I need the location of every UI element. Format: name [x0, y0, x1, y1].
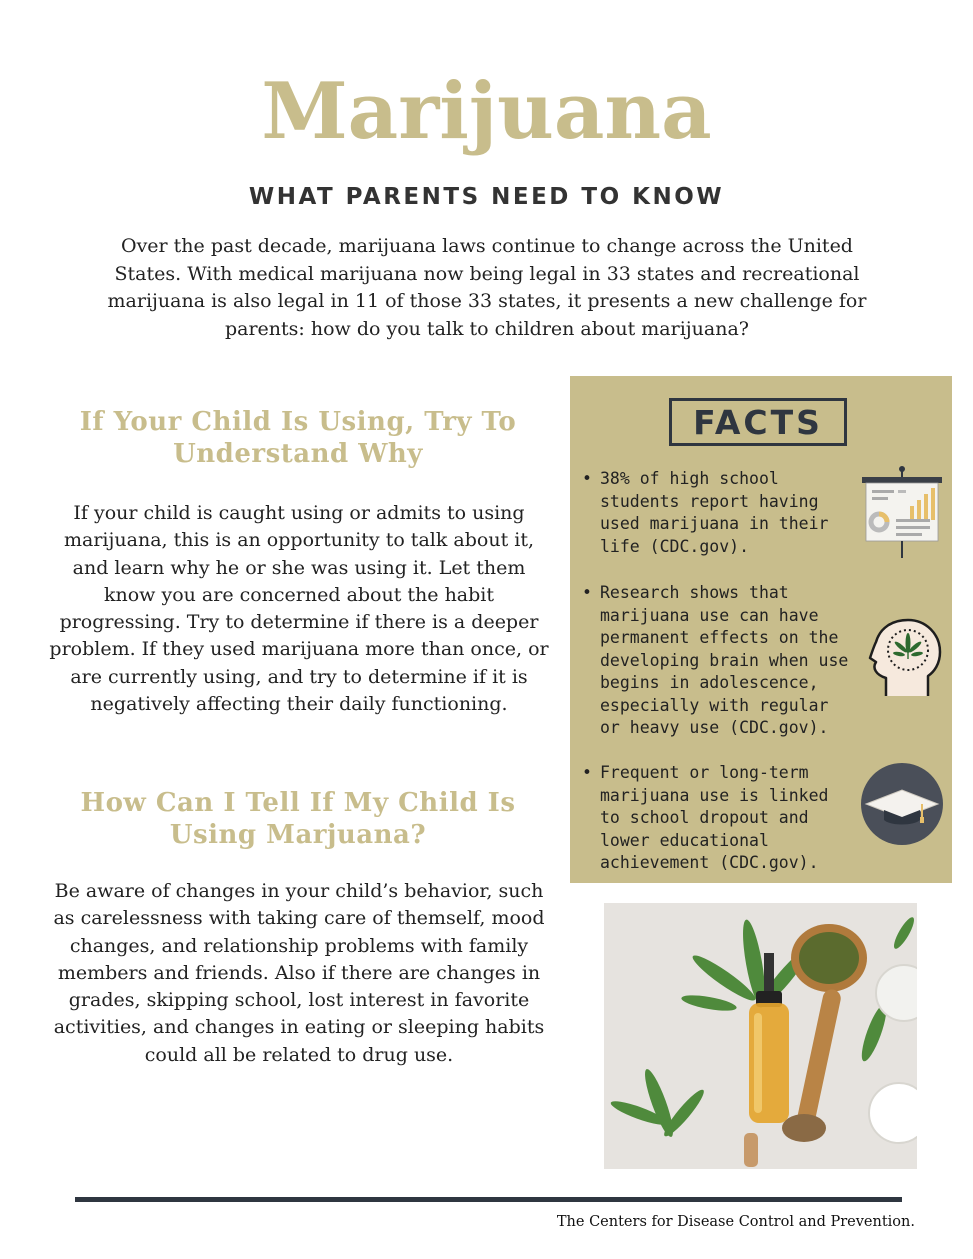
facts-panel — [570, 376, 952, 883]
presentation-chart-icon — [860, 464, 944, 560]
fact-text: Research shows that marijuana use can have permanent effects on the developing brain when use begins in adolescence, especially with regular or heavy use (CDC.gov). — [600, 583, 849, 737]
fact-item — [582, 468, 850, 558]
page-subtitle: WHAT PARENTS NEED TO KNOW — [248, 184, 725, 210]
head-cannabis-icon — [866, 618, 946, 700]
fact-item — [582, 762, 850, 875]
fact-item — [582, 582, 850, 740]
intro-paragraph: Over the past decade, marijuana laws continue to change across the United States. With medical marijuana now being legal in 33 states and recreational marijuana is also legal in 11 of those 33 states, it presents a new challenge for parents: how do you talk to children about marijuana? — [107, 235, 867, 340]
section-body-understand-why: If your child is caught using or admits to using marijuana, this is an opportunity to talk about it, and learn why he or she was using it. Let them know you are concerned about the habit progressing. Try to determine if there is a deeper problem. If they used marijuana more than once, or are currently using, and try to determine if it is negatively affecting their daily functioning. — [49, 502, 549, 716]
bullet: • — [582, 583, 592, 602]
cannabis-oil-photo — [604, 903, 917, 1169]
footer-divider — [75, 1197, 902, 1202]
fact-text: Frequent or long-term marijuana use is linked to school dropout and lower educational achievement (CDC.gov). — [600, 763, 829, 872]
fact-text: 38% of high school students report having used marijuana in their life (CDC.gov). — [600, 469, 829, 556]
facts-heading: FACTS — [669, 398, 847, 446]
section-heading-how-to-tell: How Can I Tell If My Child Is Using Marjuana? — [80, 788, 516, 850]
graduation-cap-icon — [860, 762, 944, 846]
section-body-how-to-tell: Be aware of changes in your child’s behavior, such as carelessness with taking care of themself, mood changes, and relationship problems with family members and friends. Also if there are changes in grades, skipping school, lost interest in favorite activities, and changes in eating or sleeping habits could all be related to drug use. — [53, 880, 545, 1066]
bullet: • — [582, 469, 592, 488]
bullet: • — [582, 763, 592, 782]
page-title: Marijuana — [261, 66, 712, 157]
section-heading-understand-why: If Your Child Is Using, Try To Understand Why — [79, 407, 517, 469]
footer-source: The Centers for Disease Control and Prevention. — [556, 1214, 915, 1230]
